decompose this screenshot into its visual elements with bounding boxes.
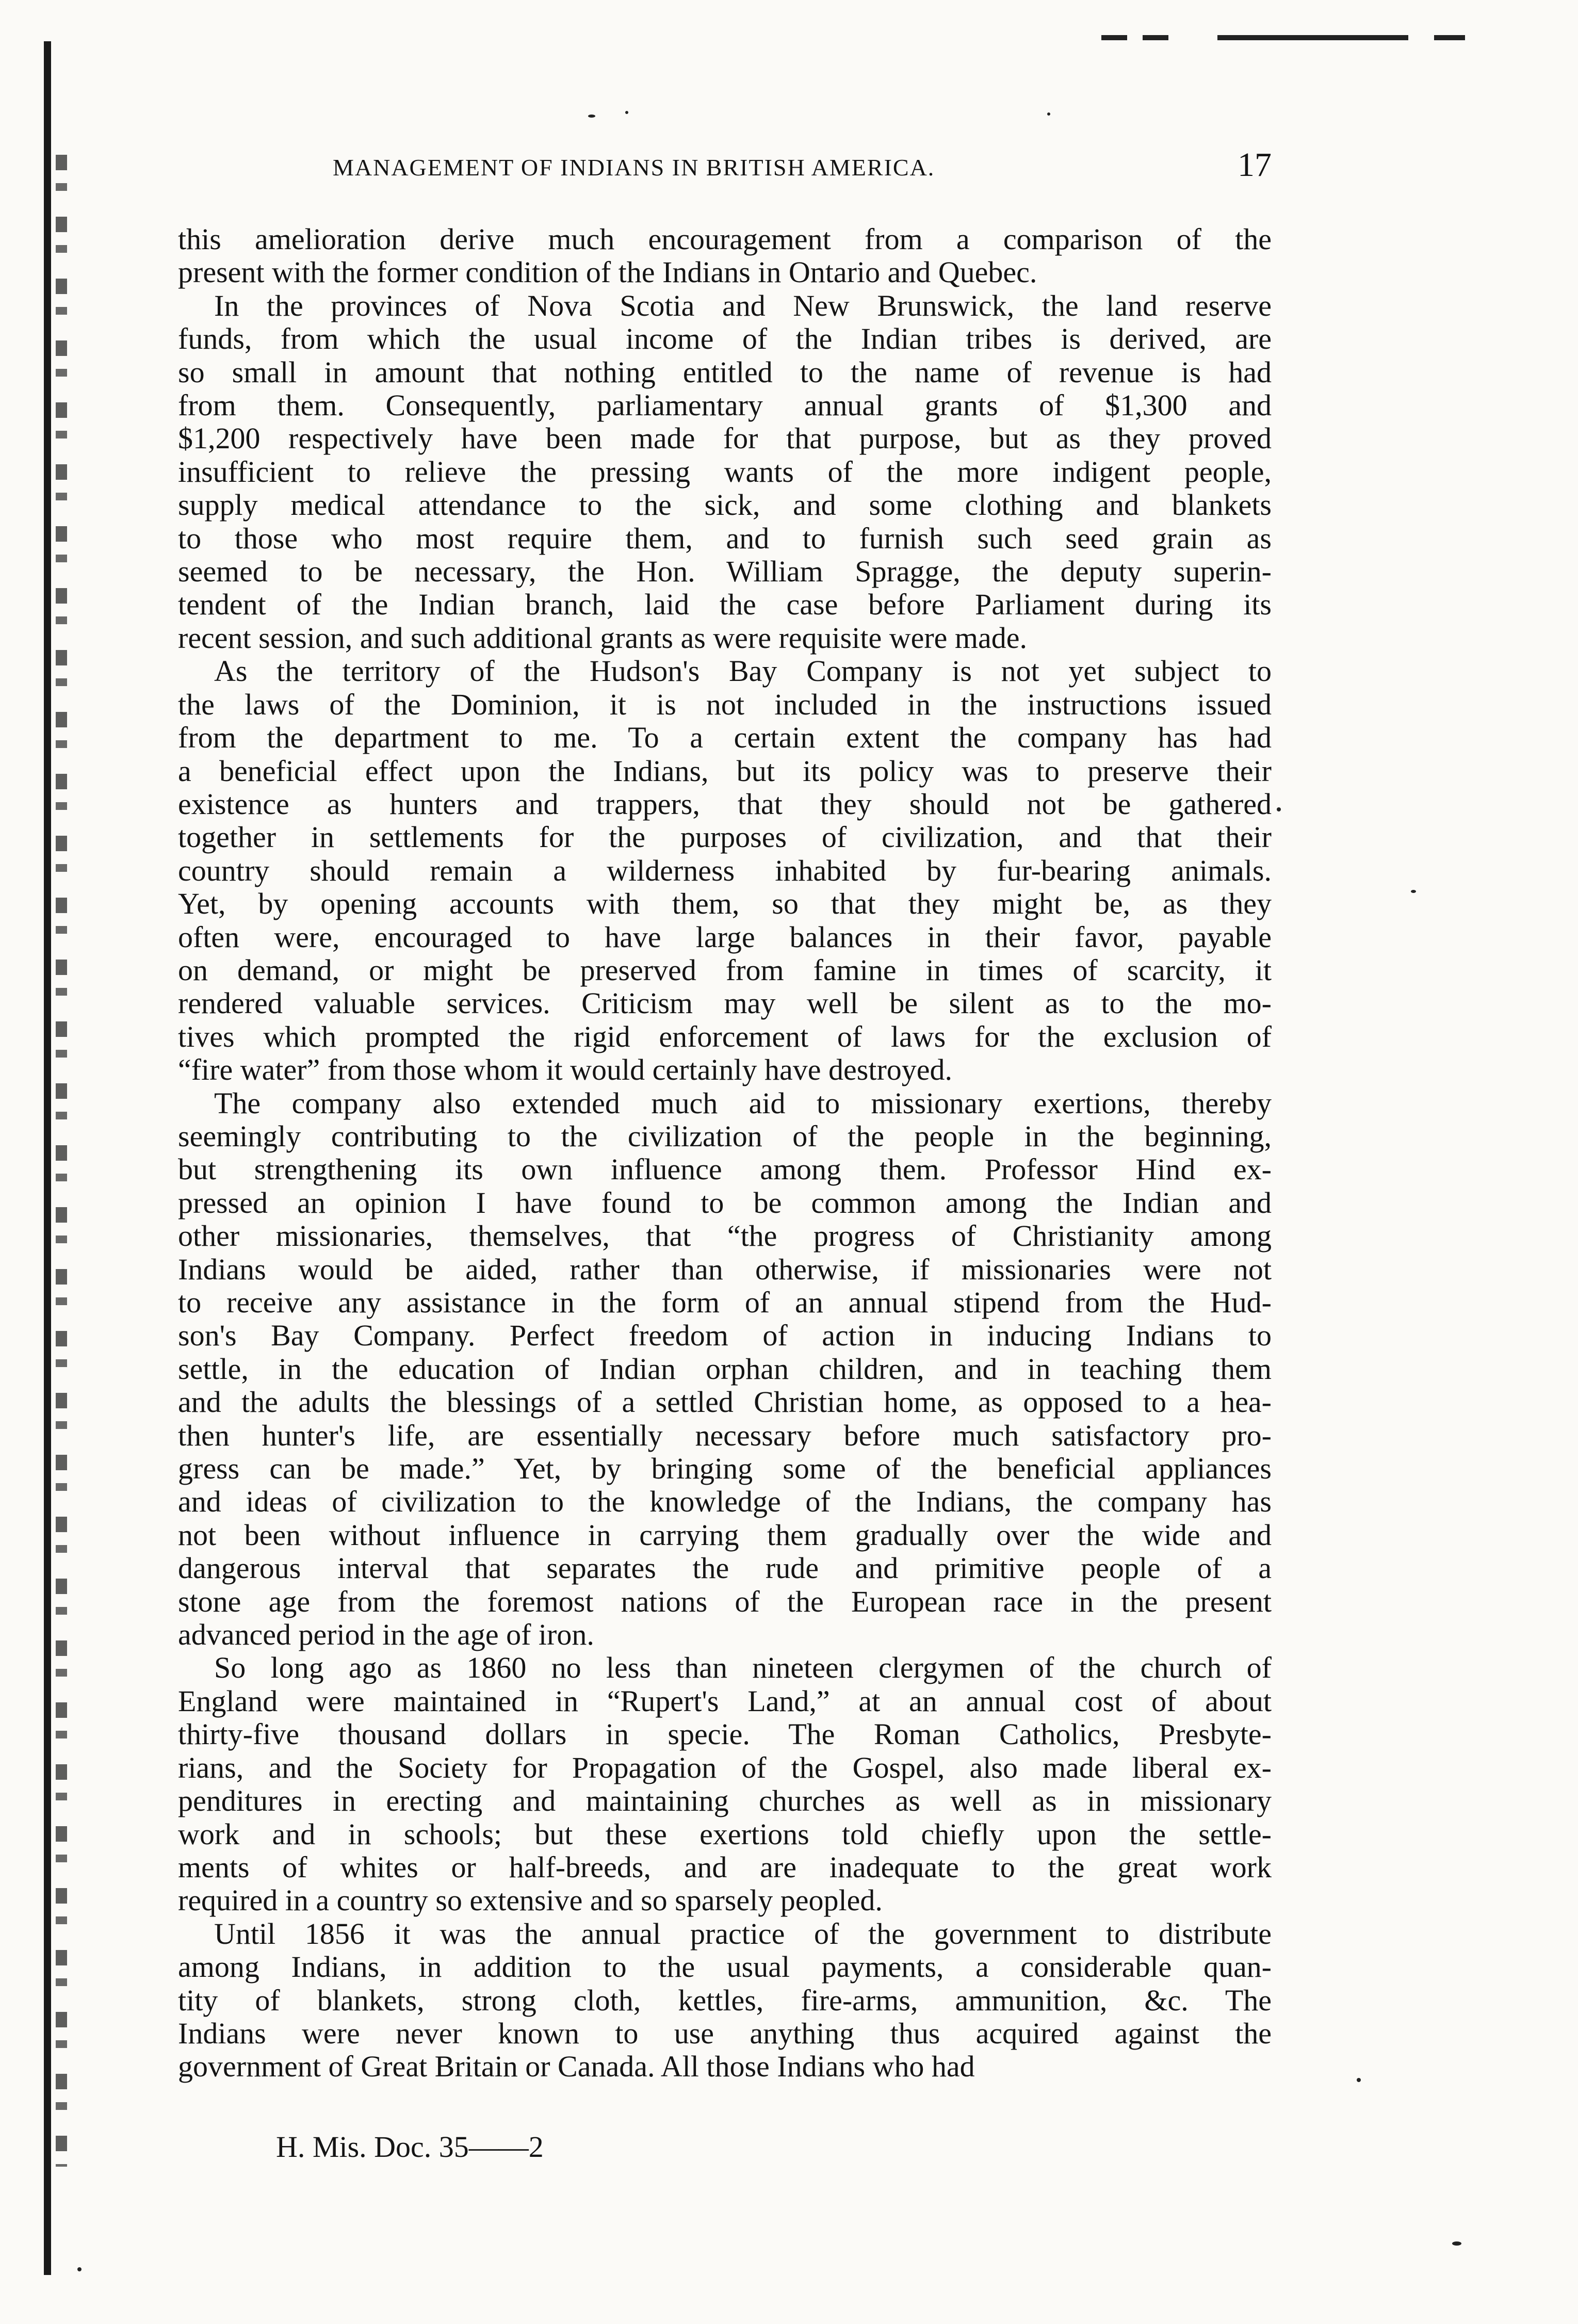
text-line: together in settlements for the purposes of civilization, and that their xyxy=(178,820,1272,854)
binding-shadow xyxy=(56,155,67,2167)
text-line: gress can be made.” Yet, by bringing some of the beneficial appliances xyxy=(178,1452,1272,1486)
page-number: 17 xyxy=(1238,146,1272,184)
top-edge-mark xyxy=(1217,35,1408,40)
top-edge-mark xyxy=(1101,35,1127,40)
text-line: this amelioration derive much encouragement from a comparison of the xyxy=(178,222,1272,256)
text-line: pressed an opinion I have found to be common among the Indian and xyxy=(178,1185,1272,1220)
text-line: son's Bay Company. Perfect freedom of action in inducing Indians to xyxy=(178,1319,1272,1353)
text-line: recent session, and such additional grants as were requisite were made. xyxy=(178,621,1027,655)
text-line: to those who most require them, and to furnish such seed grain as xyxy=(178,521,1272,555)
text-line: rians, and the Society for Propagation of the Gospel, also made liberal ex- xyxy=(178,1750,1272,1784)
text-line: other missionaries, themselves, that “the progress of Christianity among xyxy=(178,1219,1272,1253)
text-line: As the territory of the Hudson's Bay Company is not yet subject to xyxy=(214,654,1272,688)
text-line: tendent of the Indian branch, laid the case before Parliament during its xyxy=(178,588,1272,622)
text-line: on demand, or might be preserved from famine in times of scarcity, it xyxy=(178,953,1272,987)
document-reference: H. Mis. Doc. 35——2 xyxy=(276,2130,544,2164)
text-line: tives which prompted the rigid enforcement of laws for the exclusion of xyxy=(178,1019,1272,1053)
text-line: ments of whites or half-breeds, and are inadequate to the great work xyxy=(178,1850,1272,1884)
text-line: advanced period in the age of iron. xyxy=(178,1618,594,1652)
text-line: government of Great Britain or Canada. All those Indians who had xyxy=(178,2050,975,2084)
ink-speck xyxy=(588,115,595,118)
text-line: $1,200 respectively have been made for that purpose, but as they proved xyxy=(178,421,1272,456)
text-line: among Indians, in addition to the usual payments, a considerable quan- xyxy=(178,1950,1272,1984)
text-line: the laws of the Dominion, it is not included in the instructions issued xyxy=(178,687,1272,721)
text-line: Until 1856 it was the annual practice of the government to distribute xyxy=(214,1916,1272,1951)
binding-edge xyxy=(44,41,51,2275)
text-line: supply medical attendance to the sick, and some clothing and blankets xyxy=(178,488,1272,522)
text-line: England were maintained in “Rupert's Land,” at an annual cost of about xyxy=(178,1684,1272,1718)
text-line: Indians would be aided, rather than otherwise, if missionaries were not xyxy=(178,1252,1272,1286)
ink-speck xyxy=(625,111,628,114)
text-line: existence as hunters and trappers, that they should not be gathered xyxy=(178,787,1272,821)
top-edge-mark xyxy=(1143,35,1168,40)
text-line: and ideas of civilization to the knowledge of the Indians, the company has xyxy=(178,1485,1272,1519)
text-line: not been without influence in carrying them gradually over the wide and xyxy=(178,1518,1272,1552)
text-line: so small in amount that nothing entitled to the name of revenue is had xyxy=(178,355,1272,389)
text-line: seemed to be necessary, the Hon. William Spragge, the deputy superin- xyxy=(178,555,1272,589)
body-text xyxy=(178,223,1272,2084)
text-line: penditures in erecting and maintaining churches as well as in missionary xyxy=(178,1784,1272,1818)
ink-speck xyxy=(1357,2078,1361,2082)
text-line: often were, encouraged to have large balances in their favor, payable xyxy=(178,920,1272,954)
ink-speck xyxy=(1411,890,1416,893)
text-line: settle, in the education of Indian orphan children, and in teaching them xyxy=(178,1352,1272,1386)
text-line: to receive any assistance in the form of an annual stipend from the Hud- xyxy=(178,1286,1272,1319)
text-line: seemingly contributing to the civilization of the people in the beginning, xyxy=(178,1119,1272,1153)
text-line: then hunter's life, are essentially necessary before much satisfactory pro- xyxy=(178,1418,1272,1452)
ink-speck xyxy=(77,2267,82,2271)
text-line: from the department to me. To a certain extent the company has had xyxy=(178,721,1272,755)
text-line: and the adults the blessings of a settled Christian home, as opposed to a hea- xyxy=(178,1385,1272,1419)
text-line: Yet, by opening accounts with them, so that they might be, as they xyxy=(178,887,1272,921)
page-header xyxy=(333,147,1272,193)
text-line: funds, from which the usual income of the Indian tribes is derived, are xyxy=(178,322,1272,356)
text-line: tity of blankets, strong cloth, kettles, fire-arms, ammunition, &c. The xyxy=(178,1983,1272,2017)
running-title: MANAGEMENT OF INDIANS IN BRITISH AMERICA. xyxy=(333,154,935,181)
ink-speck xyxy=(1047,112,1050,116)
text-line: work and in schools; but these exertions told chiefly upon the settle- xyxy=(178,1817,1272,1851)
text-line: Indians were never known to use anything thus acquired against the xyxy=(178,2016,1272,2050)
text-line: dangerous interval that separates the rude and primitive people of a xyxy=(178,1551,1272,1585)
text-line: but strengthening its own influence among them. Professor Hind ex- xyxy=(178,1152,1272,1187)
text-line: So long ago as 1860 no less than nineteen clergymen of the church of xyxy=(214,1651,1272,1685)
text-line: rendered valuable services. Criticism may well be silent as to the mo- xyxy=(178,986,1272,1020)
text-line: insufficient to relieve the pressing wants of the more indigent people, xyxy=(178,454,1272,489)
text-line: from them. Consequently, parliamentary annual grants of $1,300 and xyxy=(178,388,1272,422)
text-line: “fire water” from those whom it would certainly have destroyed. xyxy=(178,1053,953,1087)
text-line: country should remain a wilderness inhabited by fur-bearing animals. xyxy=(178,853,1272,887)
text-line: In the provinces of Nova Scotia and New Brunswick, the land reserve xyxy=(214,288,1272,322)
text-line: present with the former condition of the Indians in Ontario and Quebec. xyxy=(178,255,1037,289)
text-line: required in a country so extensive and so sparsely peopled. xyxy=(178,1883,883,1917)
ink-speck xyxy=(1277,807,1281,811)
text-line: The company also extended much aid to missionary exertions, thereby xyxy=(214,1086,1272,1120)
text-line: thirty-five thousand dollars in specie. The Roman Catholics, Presbyte- xyxy=(178,1717,1272,1751)
text-line: stone age from the foremost nations of the European race in the present xyxy=(178,1584,1272,1618)
ink-speck xyxy=(1452,2241,1461,2246)
top-edge-mark xyxy=(1434,35,1465,40)
text-line: a beneficial effect upon the Indians, but its policy was to preserve their xyxy=(178,754,1272,788)
